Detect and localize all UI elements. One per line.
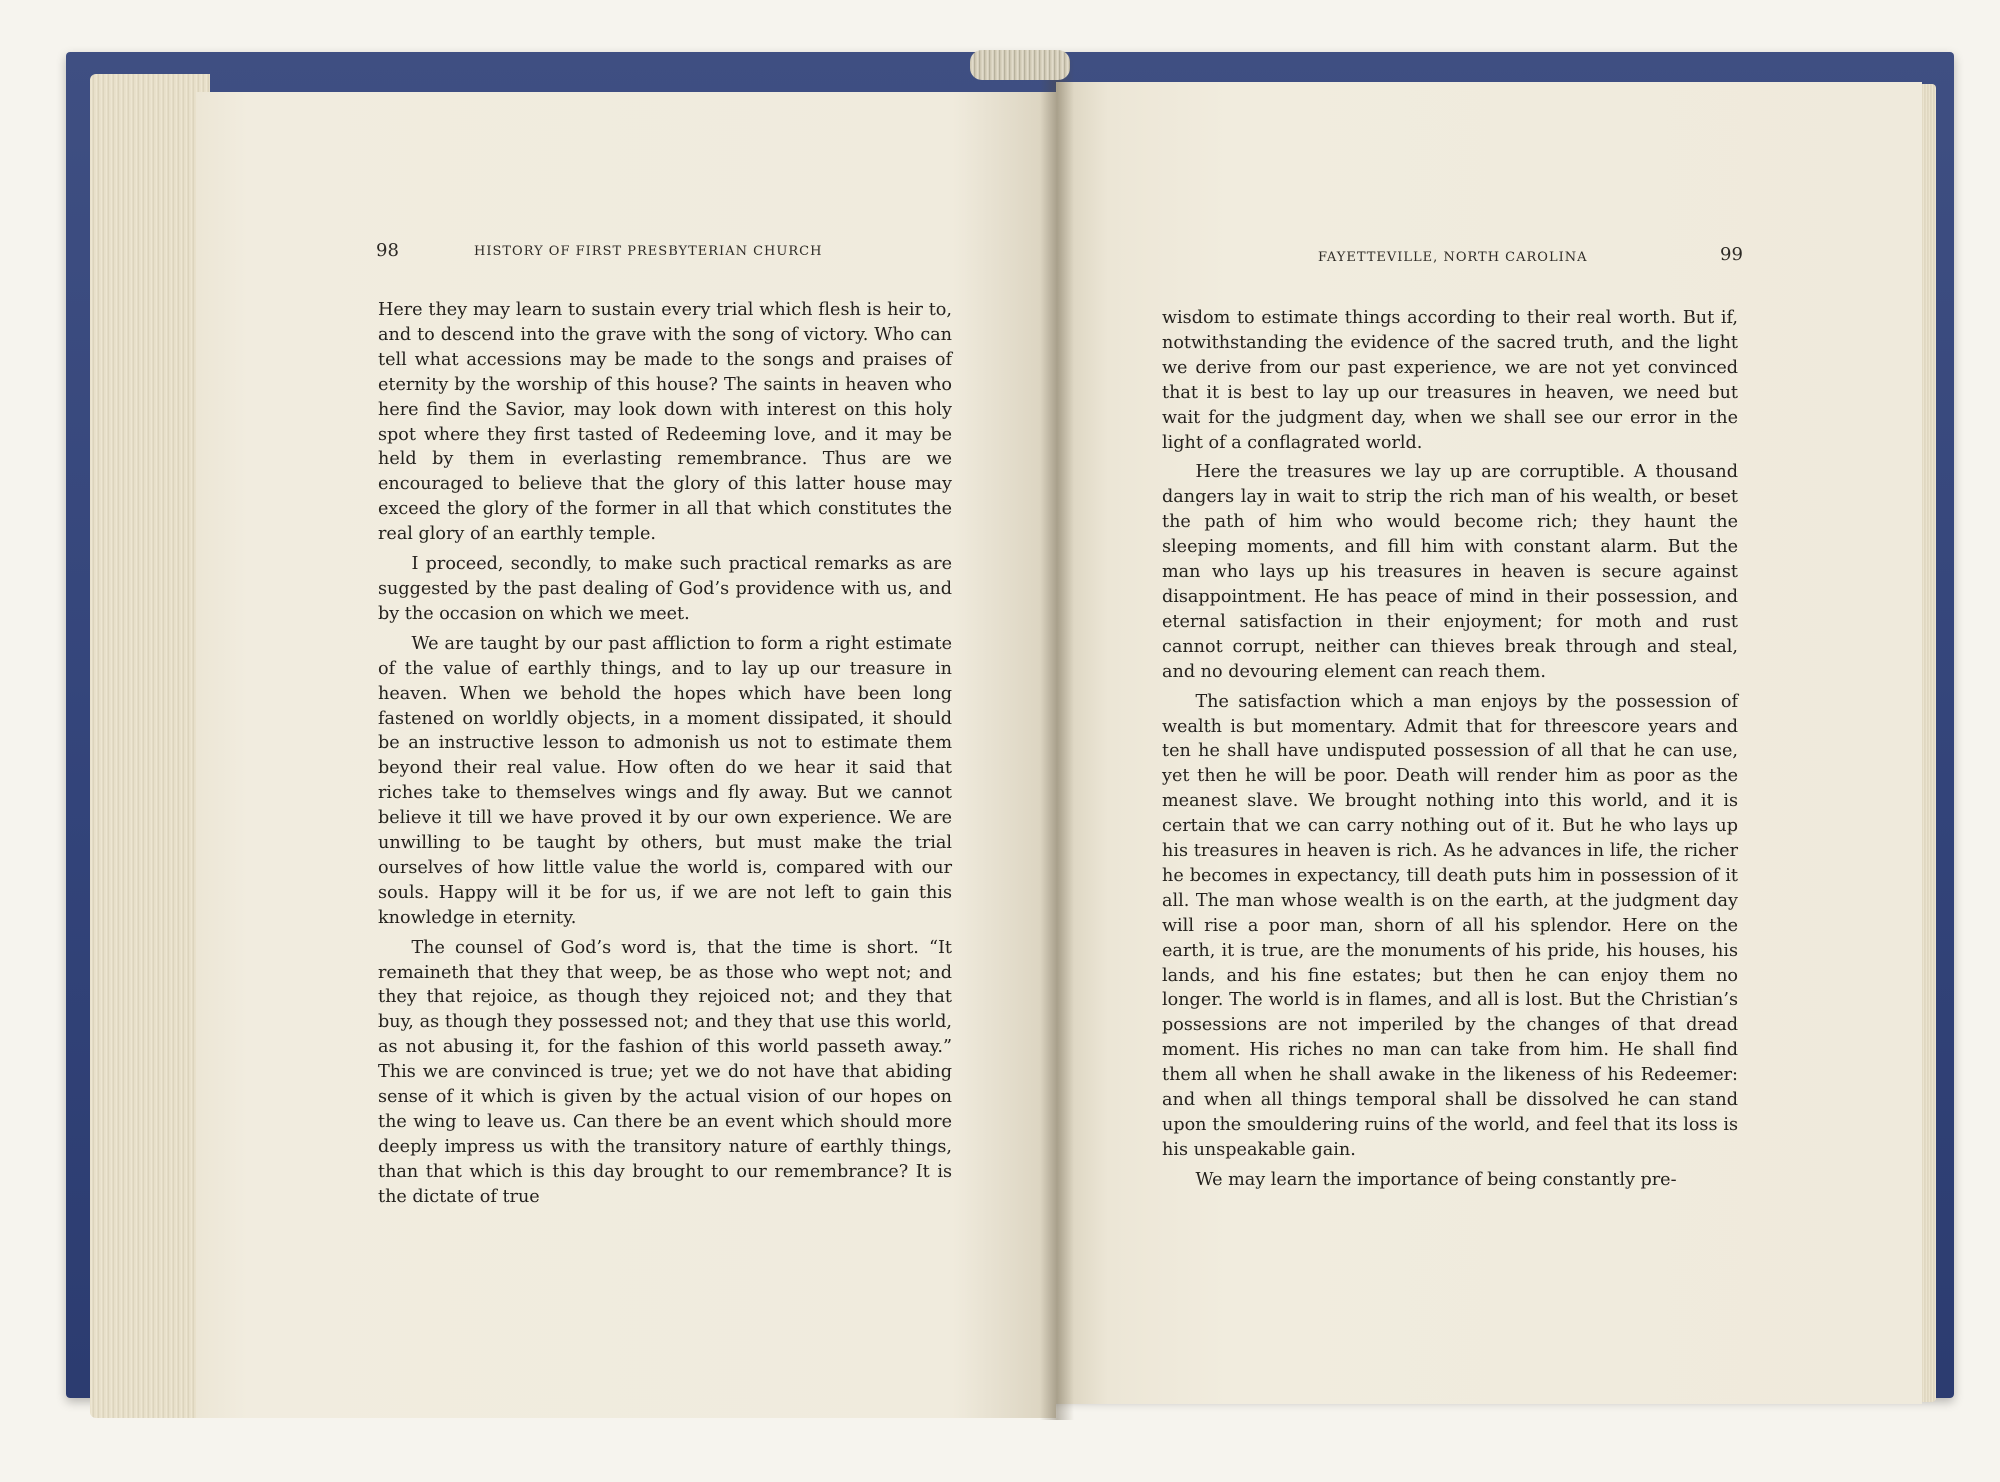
left-paragraph-3: We are taught by our past affliction to form a right estimate of the value of earthly things, and to lay up our treasure in heaven. When we behold the hopes which have been long fastened on worldly objects, in a moment dissipated, it should be an instructive lesson to admonish us not to estimate them beyond their real value. How often do we hear it said that riches take to themselves wings and fly away. But we cannot believe it till we have proved it by our own experience. We are unwilling to be taught by others, but must make the trial ourselves of how little value the world is, compared with our souls. Happy will it be for us, if we are not left to gain this knowledge in eternity. (378, 633, 952, 928)
left-page-number: 98 (376, 240, 399, 261)
right-paragraph-2: Here the treasures we lay up are corruptible. A thousand dangers lay in wait to strip the rich man of his wealth, or beset the path of him who would become rich; they haunt the sleeping moments, and fill him with constant alarm. But the man who lays up his treasures in heaven is secure against disappointment. He has peace of mind in their possession, and eternal satisfaction in their enjoyment; for moth and rust cannot corrupt, neither can thieves break through and steal, and no devouring element can reach them. (1162, 462, 1738, 682)
right-paragraph-1: wisdom to estimate things according to their real worth. But if, notwithstanding the evidence of the sacred truth, and the light we derive from our past experience, we are not yet convinced that it is best to lay up our treasures in heaven, we need but wait for the judgment day, when we shall see our error in the light of a conflagrated world. (1162, 308, 1738, 453)
spine-gutter (1040, 60, 1074, 1420)
right-running-head: FAYETTEVILLE, NORTH CAROLINA (1318, 250, 1588, 265)
left-page-body (378, 298, 952, 1215)
right-paragraph-4: We may learn the importance of being constantly pre- (1195, 1169, 1677, 1190)
spine-binding (970, 50, 1070, 80)
left-running-head: HISTORY OF FIRST PRESBYTERIAN CHURCH (474, 244, 823, 259)
right-page-number: 99 (1720, 244, 1743, 265)
left-paragraph-4: The counsel of God’s word is, that the time is short. “It remaineth that they that weep, be as those who wept not; and they that rejoice, as though they rejoiced not; and they that buy, as though they possessed not; and they that use this world, as not abusing it, for the fashion of this world passeth away.” This we are convinced is true; yet we do not have that abiding sense of it which is given by the actual vision of our hopes on the wing to leave us. Can there be an event which should more deeply impress us with the transitory nature of earthly things, than that which is this day brought to our remembrance? It is the dictate of true (378, 937, 952, 1207)
page-edges-left (90, 74, 210, 1418)
left-paragraph-2: I proceed, secondly, to make such practical remarks as are suggested by the past dealing of God’s providence with us, and by the occasion on which we meet. (378, 554, 952, 624)
right-page-body (1162, 306, 1738, 1198)
left-paragraph-1: Here they may learn to sustain every trial which flesh is heir to, and to descend into the grave with the song of victory. Who can tell what accessions may be made to the songs and praises of eternity by the worship of this house? The saints in heaven who here find the Savior, may look down with interest on this holy spot where they first tasted of Redeeming love, and it may be held by them in everlasting remembrance. Thus are we encouraged to believe that the glory of this latter house may exceed the glory of the former in all that which constitutes the real glory of an earthly temple. (378, 300, 952, 545)
right-paragraph-3: The satisfaction which a man enjoys by the possession of wealth is but momentary. Admit that for threescore years and ten he shall have undisputed possession of all that he can use, yet then he will be poor. Death will render him as poor as the meanest slave. We brought nothing into this world, and it is certain that we can carry nothing out of it. But he who lays up his treasures in heaven is rich. As he advances in life, the richer he becomes in expectancy, till death puts him in possession of it all. The man whose wealth is on the earth, at the judgment day will rise a poor man, shorn of all his splendor. Here on the earth, it is true, are the monuments of his pride, his houses, his lands, and his fine estates; but then he can enjoy them no longer. The world is in flames, and all is lost. But the Christian’s possessions are not imperiled by the changes of that dread moment. His riches no man can take from him. He shall find them all when he shall awake in the likeness of his Redeemer: and when all things temporal shall be dissolved he can stand upon the smouldering ruins of the world, and feel that its loss is his unspeakable gain. (1162, 691, 1738, 1160)
